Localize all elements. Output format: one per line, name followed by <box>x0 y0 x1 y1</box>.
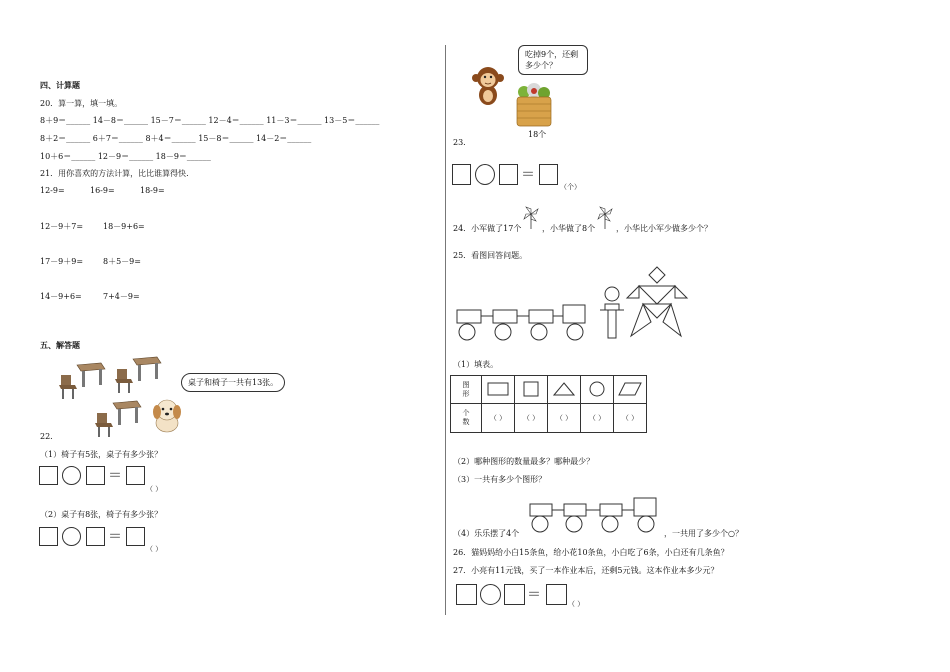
answer-box[interactable] <box>86 527 105 546</box>
monkey-icon <box>470 63 506 107</box>
operator-circle[interactable] <box>475 164 495 185</box>
answer-box[interactable] <box>126 527 145 546</box>
q22-sub1: （1）椅子有5张，桌子有多少张？ <box>40 450 163 459</box>
q24-part1: 24．小军做了17个 <box>453 224 522 233</box>
q23-basket-label: 18个 <box>528 130 547 139</box>
q20-expr: 15－8＝______ <box>198 134 254 143</box>
table-shape-cell <box>515 376 548 404</box>
unit-paren: （ ） <box>146 545 163 553</box>
q20-expr: 6＋7＝______ <box>92 134 143 143</box>
q21-expr: 16-9= <box>90 186 115 195</box>
answer-box[interactable] <box>39 527 58 546</box>
operator-circle[interactable] <box>62 466 81 485</box>
answer-box[interactable] <box>499 164 518 185</box>
q25-label: 25．看图回答问题。 <box>453 251 528 260</box>
circle-shape-icon <box>589 381 605 397</box>
q22-bubble-text: 桌子和椅子一共有13张。 <box>188 378 279 387</box>
desk-chair-set <box>59 363 105 399</box>
q20-expr: 14－2＝______ <box>256 134 312 143</box>
answer-box[interactable] <box>452 164 471 185</box>
table-row-header: 个数 <box>451 404 482 433</box>
table-shape-cell <box>548 376 581 404</box>
q22-speech-bubble <box>181 373 285 392</box>
q24-part2: ，小华做了8个 <box>542 224 596 233</box>
operator-circle[interactable] <box>480 584 501 605</box>
table-shape-cell <box>614 376 647 404</box>
q21-expr: 12－9＋7= <box>40 222 84 231</box>
q22-sub2: （2）桌子有8张，椅子有多少张？ <box>40 510 163 519</box>
unit-paren: （ ） <box>146 485 163 493</box>
q23-bubble-text: 吃掉9个，还剩多少个？ <box>525 50 579 70</box>
table-shape-cell <box>482 376 515 404</box>
table-answer-cell[interactable]: （ ） <box>515 404 548 433</box>
equals-sign: ＝ <box>108 529 122 545</box>
equals-sign: ＝ <box>521 167 535 183</box>
q21-label: 21．用你喜欢的方法计算，比比谁算得快. <box>40 169 189 178</box>
answer-box[interactable] <box>539 164 558 185</box>
q21-expr: 7+4－9= <box>103 292 140 301</box>
answer-box[interactable] <box>126 466 145 485</box>
q21-expr: 8＋5－9= <box>103 257 141 266</box>
shapes-figures-illustration <box>455 262 695 342</box>
table-shape-cell <box>581 376 614 404</box>
q20-expr: 18－9＝______ <box>155 152 211 161</box>
pinwheel-icon <box>596 206 614 230</box>
table-answer-cell[interactable]: （ ） <box>548 404 581 433</box>
section4-title: 四、计算题 <box>40 80 80 90</box>
q20-expr: 8＋2＝______ <box>40 134 91 143</box>
q20-expr: 15－7＝______ <box>150 116 206 125</box>
q20-expr: 14－8＝______ <box>92 116 149 125</box>
shape-count-table <box>450 375 647 433</box>
desk-chair-set <box>95 401 141 437</box>
q24-part3: ，小华比小军少做多少个？ <box>616 224 712 233</box>
q20-expr: 8＋4＝______ <box>145 134 196 143</box>
q20-row-3 <box>40 151 211 162</box>
q20-label: 20．算一算，填一填。 <box>40 99 123 108</box>
train-figure <box>457 305 585 340</box>
fruit-basket-icon <box>514 82 554 128</box>
q22-number: 22. <box>40 432 53 441</box>
q20-expr: 12－9＝______ <box>97 152 154 161</box>
q21-expr: 12-9= <box>40 186 65 195</box>
answer-box[interactable] <box>86 466 105 485</box>
q25-sub1: （1）填表。 <box>453 360 499 369</box>
answer-box[interactable] <box>456 584 477 605</box>
triangle-shape-icon <box>553 382 575 396</box>
q20-expr: 13－5＝______ <box>324 116 380 125</box>
parallelogram-shape-icon <box>618 382 642 396</box>
unit-paren: （ ） <box>568 600 585 608</box>
unit-label: （个） <box>560 183 581 191</box>
q23-number: 23. <box>453 138 466 147</box>
robot-figure <box>600 287 624 338</box>
q21-expr: 18-9= <box>140 186 165 195</box>
equals-sign: ＝ <box>108 468 122 484</box>
table-row-header: 图形 <box>451 376 482 404</box>
q25-sub4-part1: （4）乐乐摆了4个 <box>453 529 520 538</box>
tangram-person-figure <box>627 267 687 336</box>
q21-expr: 17－9＋9= <box>40 257 84 266</box>
desk-chair-set <box>115 357 161 393</box>
q20-expr: 11－3＝______ <box>266 116 322 125</box>
q26-text: 26．猫妈妈给小白15条鱼，给小花10条鱼，小白吃了6条，小白还有几条鱼？ <box>453 548 729 557</box>
operator-circle[interactable] <box>62 527 81 546</box>
rectangle-shape-icon <box>487 382 509 396</box>
q23-speech-bubble <box>518 45 588 75</box>
small-train-icon <box>528 496 662 534</box>
square-shape-icon <box>523 381 539 397</box>
equals-sign: ＝ <box>527 587 541 603</box>
q27-text: 27．小亮有11元钱，买了一本作业本后，还剩5元钱。这本作业本多少元？ <box>453 566 719 575</box>
q20-expr: 8＋9＝______ <box>40 116 91 125</box>
q20-row-2 <box>40 133 311 144</box>
q20-expr: 12－4＝______ <box>208 116 264 125</box>
table-answer-cell[interactable]: （ ） <box>614 404 647 433</box>
pinwheel-icon <box>522 206 540 230</box>
section5-title: 五、解答题 <box>40 340 80 350</box>
table-answer-cell[interactable]: （ ） <box>581 404 614 433</box>
q21-expr: 18－9+6= <box>103 222 145 231</box>
dog-icon <box>150 397 184 433</box>
table-answer-cell[interactable]: （ ） <box>482 404 515 433</box>
answer-box[interactable] <box>546 584 567 605</box>
answer-box[interactable] <box>39 466 58 485</box>
q25-sub2: （2）哪种图形的数量最多？哪种最少？ <box>453 457 595 466</box>
answer-box[interactable] <box>504 584 525 605</box>
q20-expr: 10＋6＝______ <box>40 152 96 161</box>
q25-sub4-part2: ，一共用了多少个○？ <box>664 529 743 538</box>
q20-row-1 <box>40 115 379 126</box>
q21-expr: 14－9+6= <box>40 292 82 301</box>
q25-sub3: （3）一共有多少个图形？ <box>453 475 547 484</box>
column-divider <box>445 45 446 615</box>
